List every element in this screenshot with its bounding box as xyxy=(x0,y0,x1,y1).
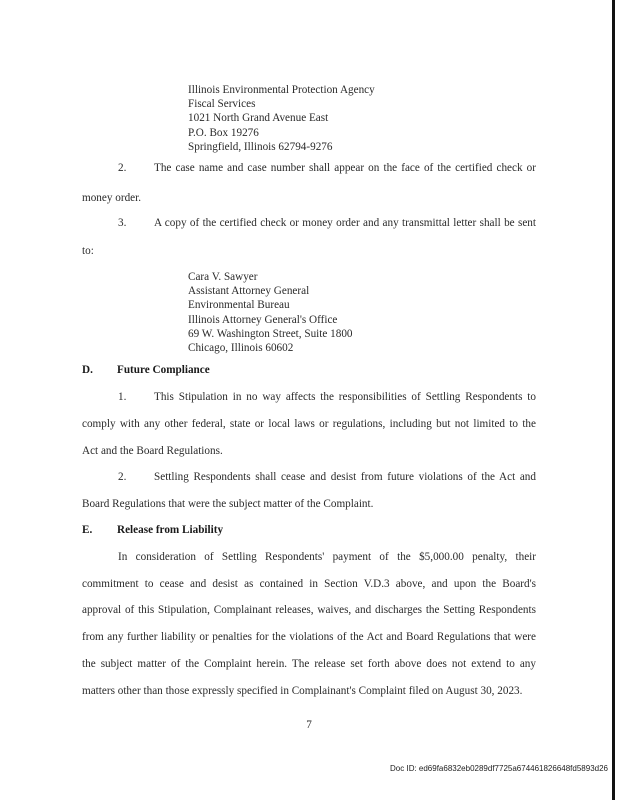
address-line: Illinois Attorney General's Office xyxy=(188,313,338,326)
address-line: Illinois Environmental Protection Agency xyxy=(188,84,375,96)
address-line: Springfield, Illinois 62794-9276 xyxy=(188,140,333,153)
address-line: Environmental Bureau xyxy=(188,299,290,312)
text-line: Board Regulations that were the subject matter of the Complaint. xyxy=(82,498,374,510)
text-line: from any further liability or penalties for the violations of the Act and Board Regulations that were xyxy=(82,631,536,643)
text-line: A copy of the certified check or money order and any transmittal letter shall be sent xyxy=(154,217,536,229)
section-title: Release from Liability xyxy=(117,524,224,536)
text-line: comply with any other federal, state or local laws or regulations, including but not limited to the xyxy=(82,418,536,430)
text-line: Act and the Board Regulations. xyxy=(82,445,223,457)
address-line: Chicago, Illinois 60602 xyxy=(188,342,294,355)
address-line: Cara V. Sawyer xyxy=(188,271,258,283)
text-line: the subject matter of the Complaint herein. The release set forth above does not extend to any xyxy=(82,658,536,670)
paragraph-number: 2. xyxy=(118,162,127,174)
text-line: Settling Respondents shall cease and desist from future violations of the Act and xyxy=(154,471,536,483)
address-line: Assistant Attorney General xyxy=(188,285,310,298)
page-edge-bar xyxy=(612,0,615,800)
text-line: In consideration of Settling Respondents' payment of the $5,000.00 penalty, their xyxy=(118,551,536,563)
paragraph-number: 3. xyxy=(118,217,127,229)
text-line: to: xyxy=(82,245,94,257)
address-line: 1021 North Grand Avenue East xyxy=(188,112,329,125)
paragraph-number: 1. xyxy=(118,391,127,403)
illinois-epa-address xyxy=(188,83,375,154)
document-id: Doc ID: ed69fa6832eb0289df7725a674461826648fd5893d26 xyxy=(390,764,608,773)
text-line: approval of this Stipulation, Complainant releases, waives, and discharges the Setting Respondents xyxy=(82,604,536,616)
page-number: 7 xyxy=(306,719,312,731)
section-letter: E. xyxy=(82,524,93,536)
address-line: P.O. Box 19276 xyxy=(188,126,259,139)
text-line: commitment to cease and desist as contained in Section V.D.3 above, and upon the Board's xyxy=(82,578,536,590)
text-line: money order. xyxy=(82,192,142,204)
paragraph-number: 2. xyxy=(118,471,127,483)
section-title: Future Compliance xyxy=(117,364,210,376)
text-line: This Stipulation in no way affects the responsibilities of Settling Respondents to xyxy=(154,391,536,403)
address-line: 69 W. Washington Street, Suite 1800 xyxy=(188,327,353,340)
attorney-general-address xyxy=(188,270,353,355)
section-letter: D. xyxy=(82,364,93,376)
address-line: Fiscal Services xyxy=(188,98,256,111)
text-line: The case name and case number shall appear on the face of the certified check or xyxy=(154,162,536,174)
text-line: matters other than those expressly specified in Complainant's Complaint filed on August 30, 2023. xyxy=(82,685,523,697)
